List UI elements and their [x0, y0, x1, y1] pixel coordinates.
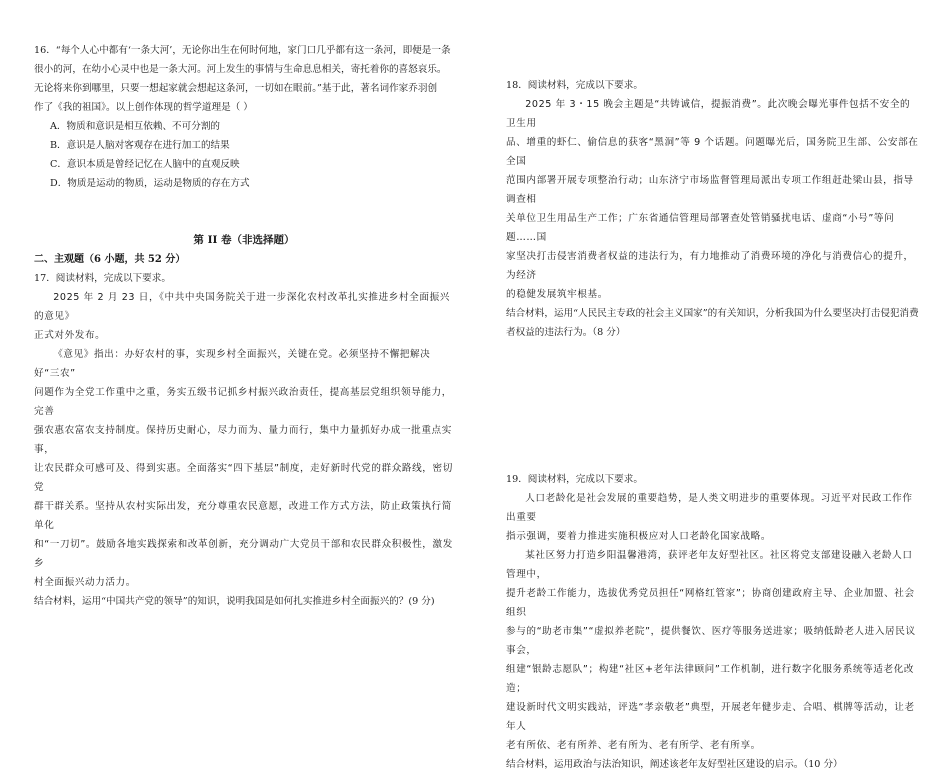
spacer	[34, 193, 454, 221]
q18-question-line: 结合材料，运用“人民民主专政的社会主义国家”的有关知识，分析我国为什么要坚决打击侵犯消费	[506, 308, 919, 319]
part-title: 第 II 卷（非选择题）	[193, 234, 295, 246]
left-column	[34, 41, 454, 611]
q19-para1-line: 指示强调，要着力推进实施积极应对人口老龄化国家战略。	[506, 531, 772, 542]
q17-para1-line: 2025 年 2 月 23 日，《中共中央国务院关于进一步深化农村改革扎实推进乡村全面振兴的意见》	[34, 292, 450, 322]
q16-line: 作了《我的祖国》。以上创作体现的哲学道理是（ ）	[34, 102, 253, 113]
question-16	[34, 41, 454, 193]
section-title: 二、主观题（6 小题，共 52 分）	[34, 254, 186, 265]
q18-prompt: 18．阅读材料，完成以下要求。	[506, 80, 643, 91]
question-18	[506, 76, 920, 342]
question-19	[506, 470, 920, 774]
q17-para2-line: 让农民群众可感可及、得到实惠。全面落实“四下基层”制度，走好新时代党的群众路线，密切党	[34, 463, 453, 493]
answer-space	[506, 342, 920, 470]
q18-para-line: 家坚决打击侵害消费者权益的违法行为，有力地推动了消费环境的净化与消费信心的提升，为经济	[506, 251, 914, 281]
q17-para2-line: 强农惠农富农支持制度。保持历史耐心，尽力而为、量力而行，集中力量抓好办成一批重点实事，	[34, 425, 452, 455]
q17-prompt: 17．阅读材料，完成以下要求。	[34, 273, 171, 284]
q17-para2-line: 《意见》指出：办好农村的事，实现乡村全面振兴，关键在党。必须坚持不懈把解决好“三农”	[34, 349, 431, 379]
q18-para-line: 关单位卫生用品生产工作；广东省通信管理局部署查处管销骚扰电话、虚商“小号”等问题……国	[506, 213, 895, 243]
q19-para2-line: 某社区努力打造乡阳温馨港湾，获评老年友好型社区。社区将党支部建设融入老龄人口管理中，	[506, 550, 913, 580]
q17-para2-line: 和“一刀切”。鼓励各地实践探索和改革创新，充分调动广大党员干部和农民群众积极性，激发乡	[34, 539, 453, 569]
q18-question-line: 者权益的违法行为。（8 分）	[506, 327, 626, 338]
question-17	[34, 269, 454, 611]
q16-line: 无论将来你到哪里，只要一想起家就会想起这条河，一切如在眼前。”基于此，著名词作家乔羽创	[34, 83, 438, 94]
q19-prompt: 19．阅读材料，完成以下要求。	[506, 474, 643, 485]
q18-para-line: 的稳健发展筑牢根基。	[506, 289, 608, 300]
q19-para2-line: 提升老龄工作能力，选拔优秀党员担任“网格红管家”；协商创建政府主导、企业加盟、社会组织	[506, 588, 915, 618]
q17-para2-line: 群干群关系。坚持从农村实际出发，充分尊重农民意愿，改进工作方式方法，防止政策执行简单化	[34, 501, 452, 531]
q19-question: 结合材料，运用政治与法治知识，阐述该老年友好型社区建设的启示。（10 分）	[506, 759, 843, 770]
q16-option-a: A．物质和意识是相互依赖、不可分割的	[50, 121, 221, 132]
q16-option-d: D．物质是运动的物质，运动是物质的存在方式	[50, 178, 250, 189]
q17-question: 结合材料，运用“中国共产党的领导”的知识，说明我国是如何扎实推进乡村全面振兴的？(9 分)	[34, 596, 435, 607]
q16-line: 很小的河，在幼小心灵中也是一条大河。河上发生的事情与生命息息相关，寄托着你的喜怒哀乐。	[34, 64, 447, 75]
q18-para-line: 品、增重的虾仁、偷信息的获客“黑洞”等 9 个话题。问题曝光后，国务院卫生部、公安部在全国	[506, 137, 919, 167]
q17-para1-line: 正式对外发布。	[34, 330, 106, 341]
q18-para-line: 范围内部署开展专项整治行动；山东济宁市场监督管理局派出专项工作组赶赴梁山县，指导调查相	[506, 175, 914, 205]
q16-option-c: C．意识本质是曾经记忆在人脑中的直观反映	[50, 159, 240, 170]
q16-line: 16．“每个人心中都有‘一条大河’，无论你出生在何时何地，家门口几乎都有这一条河，即便是一条	[34, 45, 451, 56]
q19-para2-line: 老有所依、老有所养、老有所为、老有所学、老有所享。	[506, 740, 761, 751]
q19-para2-line: 组建“银龄志愿队”；构建“社区+老年法律顾问”工作机制，进行数字化服务系统等适老化改造；	[506, 664, 915, 694]
q18-para-line: 2025 年 3・15 晚会主题是“共铸诚信，提振消费”。此次晚会曝光事件包括不安全的卫生用	[506, 99, 911, 129]
q17-para2-line: 问题作为全党工作重中之重，务实五级书记抓乡村振兴政治责任，提高基层党组织领导能力，完善	[34, 387, 452, 417]
q19-para2-line: 建设新时代文明实践站，评选“孝亲敬老”典型，开展老年健步走、合唱、棋牌等活动，让老年人	[506, 702, 915, 732]
q19-para2-line: 参与的“助老市集”“虚拟养老院”，提供餐饮、医疗等服务送进家；吸纳低龄老人进入居民议事会，	[506, 626, 916, 656]
right-column	[506, 76, 920, 774]
q19-para1-line: 人口老龄化是社会发展的重要趋势，是人类文明进步的重要体现。习近平对民政工作作出重要	[506, 493, 913, 523]
q16-option-b: B．意识是人脑对客观存在进行加工的结果	[50, 140, 230, 151]
q17-para2-line: 村全面振兴动力活力。	[34, 577, 136, 588]
